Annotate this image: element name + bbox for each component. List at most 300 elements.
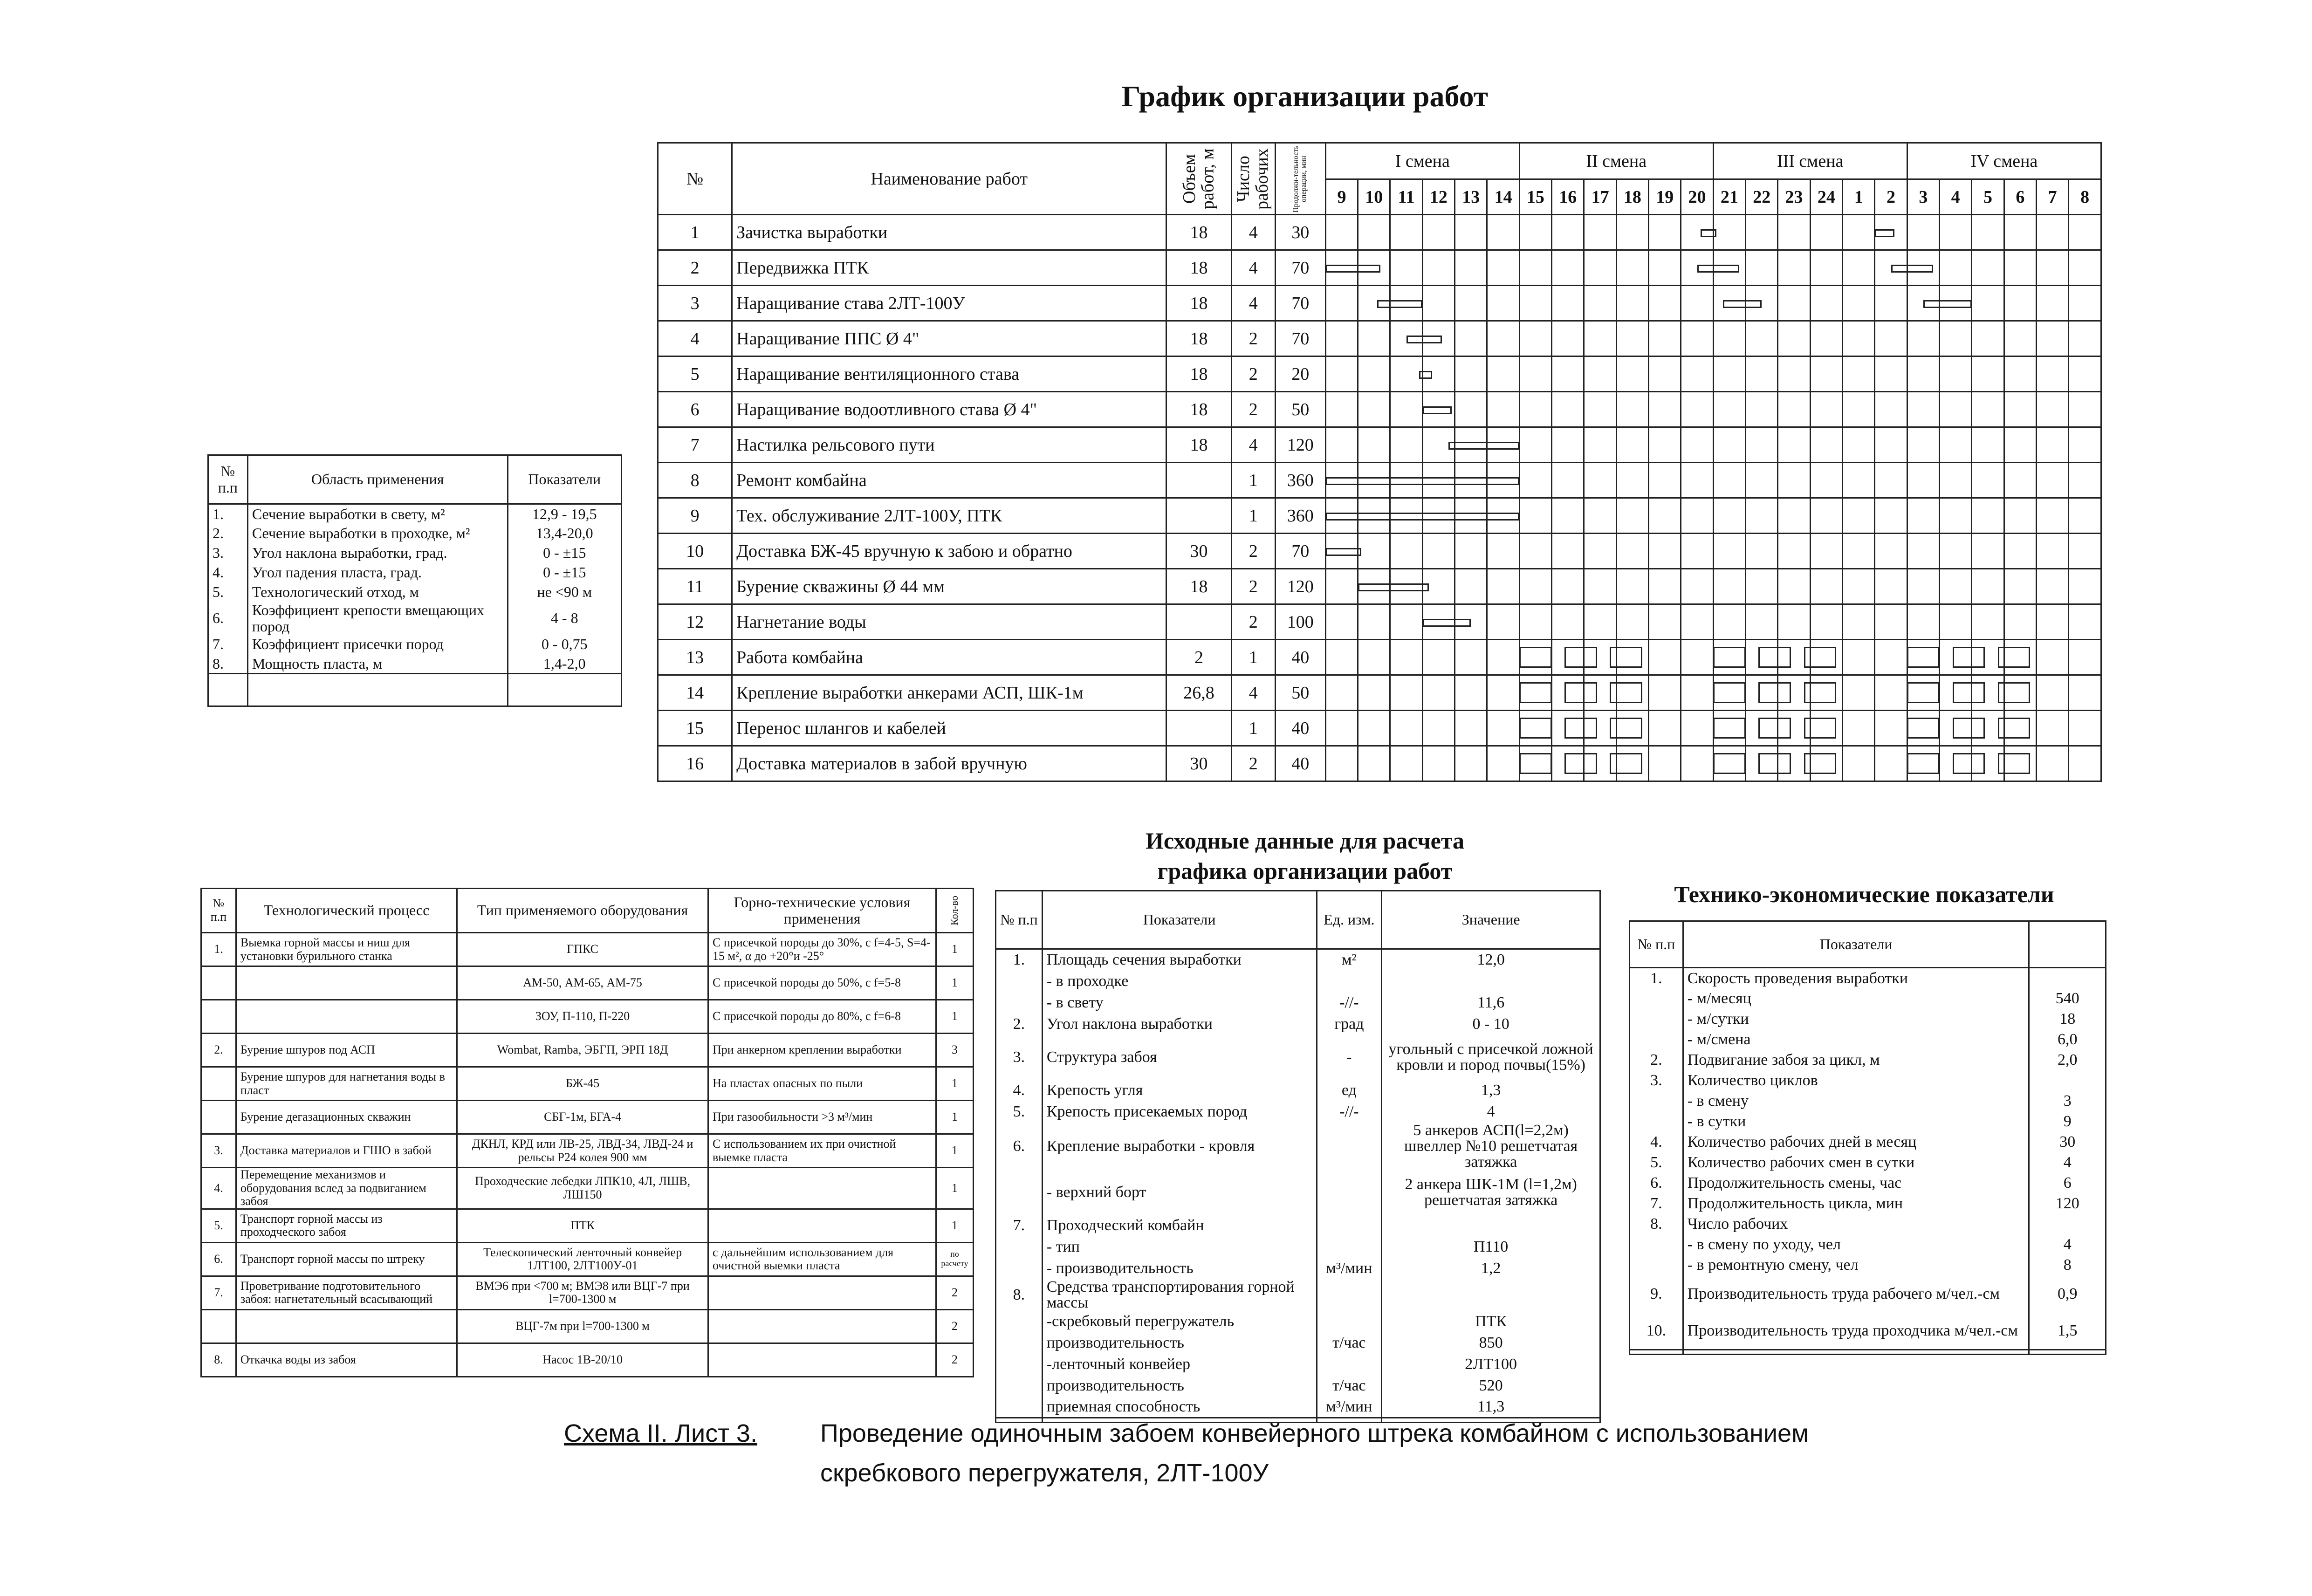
schedule-bar: [1723, 300, 1762, 308]
gantt-cell: [1422, 534, 1454, 569]
process-row-conditions: При газообильности >3 м³/мин: [708, 1101, 936, 1134]
schedule-bar: [1377, 300, 1422, 308]
gantt-row: [658, 711, 2101, 746]
process-row-qty: 1: [936, 1168, 973, 1209]
gantt-cell: [2069, 534, 2101, 569]
gantt-cell: [1940, 356, 1972, 392]
gantt-row: [658, 675, 2101, 711]
tech-row: [1630, 988, 2106, 1009]
gantt-row-volume: 2: [1166, 640, 1231, 675]
gantt-cell: [1713, 604, 1745, 640]
gantt-row-num: 16: [658, 746, 732, 781]
gantt-cell: [1325, 321, 1358, 356]
hour-label: 22: [1746, 179, 1778, 215]
process-row-process: Проветривание подготовительного забоя: нагнетательный всасывающий: [236, 1276, 457, 1309]
process-row-conditions: [708, 1209, 936, 1242]
gantt-cell: [1455, 321, 1487, 356]
gantt-cell: [1552, 250, 1584, 286]
scope-row-text: Коэффициент присечки пород: [247, 635, 508, 654]
scope-row-value: 12,9 - 19,5: [508, 504, 621, 524]
gantt-cell: [1746, 356, 1778, 392]
gantt-cell: [1649, 711, 1681, 746]
tech-row-param: - в ремонтную смену, чел: [1683, 1255, 2029, 1275]
process-row-process: Доставка материалов и ГШО в забой: [236, 1134, 457, 1168]
gantt-row-workers: 1: [1231, 498, 1275, 534]
gantt-row-volume: 30: [1166, 534, 1231, 569]
process-row: [201, 1101, 974, 1134]
gantt-cell: [1843, 286, 1875, 321]
gantt-cell: [1778, 250, 1810, 286]
tech-fill-cell: [1630, 1350, 1683, 1355]
tech-row: [1630, 1214, 2106, 1234]
gantt-cell: [1584, 215, 1616, 250]
gantt-cell: [1616, 356, 1648, 392]
gantt-row-volume: 18: [1166, 427, 1231, 463]
gantt-cell: [2037, 250, 2069, 286]
gantt-row-num: 10: [658, 534, 732, 569]
tech-col-num: № п.п: [1630, 921, 1683, 968]
process-table: [200, 888, 974, 1377]
gantt-row-volume: 26,8: [1166, 675, 1231, 711]
gantt-row-workers: 4: [1231, 427, 1275, 463]
gantt-cell: [1358, 604, 1390, 640]
gantt-cell: [1907, 604, 1939, 640]
gantt-cell: [1649, 463, 1681, 498]
gantt-cell: [2037, 711, 2069, 746]
process-row-equipment: Wombat, Ramba, ЭБГП, ЭРП 18Д: [457, 1034, 708, 1067]
input-row-num: [996, 1354, 1043, 1375]
scope-row-text: Сечение выработки в проходке, м²: [247, 524, 508, 543]
hour-label: 20: [1681, 179, 1713, 215]
gantt-cell: [2069, 250, 2101, 286]
input-row-num: 4.: [996, 1080, 1043, 1101]
gantt-cell: [2069, 321, 2101, 356]
input-row-value: 2ЛТ100: [1382, 1354, 1600, 1375]
gantt-cell: [2037, 569, 2069, 604]
gantt-cell: [1455, 746, 1487, 781]
gantt-row-num: 11: [658, 569, 732, 604]
gantt-cell: [1875, 498, 1907, 534]
tech-row-value: 3: [2029, 1091, 2106, 1111]
process-row-num: 7.: [201, 1276, 236, 1309]
gantt-row-name: Наращивание ППС Ø 4": [732, 321, 1166, 356]
process-row-process: Откачка воды из забоя: [236, 1343, 457, 1377]
gantt-cell: [1325, 640, 1358, 675]
gantt-cell: [1810, 534, 1842, 569]
gantt-row-name: Работа комбайна: [732, 640, 1166, 675]
scope-col-value: Показатели: [508, 455, 621, 504]
tech-row-value: 0,9: [2029, 1275, 2106, 1313]
gantt-cell: [1422, 215, 1454, 250]
gantt-row: [658, 392, 2101, 427]
process-row-equipment: БЖ-45: [457, 1067, 708, 1101]
gantt-cell: [1940, 534, 1972, 569]
gantt-cell: [1810, 215, 1842, 250]
input-col-unit: Ед. изм.: [1317, 891, 1382, 949]
gantt-cell: [2037, 392, 2069, 427]
gantt-cell: [1584, 356, 1616, 392]
gantt-cell: [1681, 534, 1713, 569]
gantt-cell: [1455, 675, 1487, 711]
gantt-cell: [1519, 356, 1551, 392]
gantt-cell: [1487, 675, 1519, 711]
input-row: [996, 1279, 1600, 1311]
process-row-conditions: На пластах опасных по пыли: [708, 1067, 936, 1101]
tech-row-value: 18: [2029, 1009, 2106, 1029]
process-row: [201, 1168, 974, 1209]
gantt-row-num: 8: [658, 463, 732, 498]
scope-row-num: 6.: [208, 602, 248, 635]
shift-4: IV смена: [1907, 143, 2101, 179]
hour-label: 7: [2037, 179, 2069, 215]
gantt-cell: [1487, 746, 1519, 781]
input-row-value: 11,6: [1382, 992, 1600, 1014]
gantt-cell: [1325, 675, 1358, 711]
input-col-param: Показатели: [1042, 891, 1317, 949]
cycle-bar: [1758, 718, 1791, 739]
gantt-row-name: Наращивание вентиляционного става: [732, 356, 1166, 392]
input-row-param: - в проходке: [1042, 971, 1317, 992]
gantt-row-volume: 18: [1166, 215, 1231, 250]
cycle-bar: [1804, 718, 1836, 739]
tech-row-value: 540: [2029, 988, 2106, 1009]
process-col-num: № п.п: [201, 889, 236, 933]
process-row-process: Транспорт горной массы по штреку: [236, 1242, 457, 1276]
schedule-bar: [1875, 229, 1894, 237]
tech-fill-cell: [1683, 1350, 2029, 1355]
input-row-num: [996, 992, 1043, 1014]
gantt-cell: [1972, 463, 2004, 498]
gantt-cell: [1907, 356, 1939, 392]
cycle-bar: [1519, 753, 1551, 774]
input-row: [996, 971, 1600, 992]
scope-row-value: 0 - ±15: [508, 563, 621, 582]
gantt-cell: [1907, 569, 1939, 604]
tech-row-num: 9.: [1630, 1275, 1683, 1313]
input-row-unit: м³/мин: [1317, 1258, 1382, 1279]
process-row-equipment: ЗОУ, П-110, П-220: [457, 1000, 708, 1034]
input-row: [996, 1258, 1600, 1279]
gantt-row-volume: 18: [1166, 392, 1231, 427]
gantt-row-volume: 18: [1166, 356, 1231, 392]
process-row: [201, 1209, 974, 1242]
gantt-cell: [1746, 392, 1778, 427]
gantt-cell: [1843, 675, 1875, 711]
tech-row-num: 1.: [1630, 968, 1683, 988]
gantt-cell: [1616, 534, 1648, 569]
gantt-cell: [1778, 534, 1810, 569]
gantt-cell: [2069, 640, 2101, 675]
tech-row-num: 2.: [1630, 1050, 1683, 1070]
input-row: [996, 1236, 1600, 1258]
gantt-cell: [1325, 215, 1358, 250]
gantt-cell: [2069, 463, 2101, 498]
gantt-cell: [1810, 250, 1842, 286]
gantt-cell: [2004, 392, 2036, 427]
tech-row-value: 9: [2029, 1111, 2106, 1132]
input-row-param: - производительность: [1042, 1258, 1317, 1279]
gantt-row-workers: 1: [1231, 640, 1275, 675]
gantt-cell: [1875, 711, 1907, 746]
gantt-row: [658, 640, 2101, 675]
tech-row-num: [1630, 1255, 1683, 1275]
gantt-cell: [1390, 711, 1422, 746]
gantt-row-volume: [1166, 604, 1231, 640]
cycle-bar: [1998, 753, 2030, 774]
schedule-bar: [1697, 265, 1739, 273]
input-row-param: Средства транспортирования горной массы: [1042, 1279, 1317, 1311]
schedule-bar: [1406, 336, 1442, 343]
process-row: [201, 1134, 974, 1168]
cycle-bar: [1610, 682, 1642, 704]
gantt-cell: [1875, 392, 1907, 427]
process-row: [201, 1067, 974, 1101]
hour-label: 13: [1455, 179, 1487, 215]
schedule-bar: [1358, 583, 1429, 591]
gantt-row-duration: 20: [1275, 356, 1325, 392]
gantt-row-name: Зачистка выработки: [732, 215, 1166, 250]
gantt-cell: [1810, 392, 1842, 427]
process-row-num: [201, 1067, 236, 1101]
process-row-qty: 1: [936, 1067, 973, 1101]
input-row-num: [996, 1311, 1043, 1332]
gantt-cell: [1778, 463, 1810, 498]
tech-row-num: [1630, 1234, 1683, 1255]
process-row-conditions: С присечкой породы до 30%, с f=4-5, S=4-15 м², α до +20°и -25°: [708, 933, 936, 966]
gantt-cell: [1810, 463, 1842, 498]
scope-col-num: № п.п: [208, 455, 248, 504]
gantt-cell: [1681, 356, 1713, 392]
tech-row-value: 1,5: [2029, 1313, 2106, 1350]
gantt-row-name: Крепление выработки анкерами АСП, ШК-1м: [732, 675, 1166, 711]
gantt-cell: [1358, 675, 1390, 711]
process-row-qty: 1: [936, 966, 973, 1000]
input-row-unit: -: [1317, 1035, 1382, 1080]
process-row-equipment: СБГ-1м, БГА-4: [457, 1101, 708, 1134]
gantt-cell: [1940, 498, 1972, 534]
input-row-value: [1382, 971, 1600, 992]
gantt-cell: [2004, 534, 2036, 569]
process-row-qty: 1: [936, 933, 973, 966]
gantt-row-duration: 40: [1275, 746, 1325, 781]
process-row-qty: 2: [936, 1276, 973, 1309]
gantt-cell: [1390, 250, 1422, 286]
scope-table: [207, 454, 622, 707]
gantt-cell: [1778, 392, 1810, 427]
input-row: [996, 1397, 1600, 1418]
input-row-unit: [1317, 971, 1382, 992]
hour-label: 9: [1325, 179, 1358, 215]
input-row-unit: [1317, 1215, 1382, 1236]
cycle-bar: [1998, 682, 2030, 704]
gantt-cell: [1875, 640, 1907, 675]
gantt-cell: [1681, 604, 1713, 640]
gantt-cell: [1778, 498, 1810, 534]
gantt-cell: [1940, 392, 1972, 427]
cycle-bar: [1953, 647, 1985, 668]
scope-row-text: Угол падения пласта, град.: [247, 563, 508, 582]
gantt-cell: [1358, 392, 1390, 427]
gantt-cell: [1325, 746, 1358, 781]
cycle-bar: [1758, 753, 1791, 774]
input-row-unit: -//-: [1317, 992, 1382, 1014]
hour-label: 15: [1519, 179, 1551, 215]
gantt-cell: [1843, 250, 1875, 286]
process-row-num: [201, 1101, 236, 1134]
gantt-cell: [1455, 286, 1487, 321]
gantt-cell: [1487, 286, 1519, 321]
scope-row-value: 0 - 0,75: [508, 635, 621, 654]
gantt-row-workers: 2: [1231, 534, 1275, 569]
input-row-value: 5 анкеров АСП(l=2,2м) швеллер №10 решетчатая затяжка: [1382, 1123, 1600, 1170]
gantt-cell: [1940, 463, 1972, 498]
gantt-cell: [1390, 746, 1422, 781]
input-row: [996, 1035, 1600, 1080]
gantt-cell: [1390, 392, 1422, 427]
scope-row-value: 0 - ±15: [508, 543, 621, 563]
gantt-cell: [1519, 392, 1551, 427]
gantt-row-num: 4: [658, 321, 732, 356]
gantt-cell: [1649, 427, 1681, 463]
input-row: [996, 1215, 1600, 1236]
gantt-row-volume: [1166, 711, 1231, 746]
gantt-cell: [1422, 286, 1454, 321]
scope-row-text: Угол наклона выработки, град.: [247, 543, 508, 563]
gantt-cell: [1875, 675, 1907, 711]
tech-row-param: - в смену: [1683, 1091, 2029, 1111]
tech-row-num: [1630, 1091, 1683, 1111]
gantt-row-workers: 2: [1231, 356, 1275, 392]
gantt-row-num: 6: [658, 392, 732, 427]
input-row-param: - тип: [1042, 1236, 1317, 1258]
gantt-cell: [1713, 215, 1745, 250]
tech-fill-row: [1630, 1350, 2106, 1355]
gantt-cell: [1907, 463, 1939, 498]
gantt-cell: [1325, 427, 1358, 463]
tech-row: [1630, 968, 2106, 988]
shift-1: I смена: [1325, 143, 1519, 179]
input-row-num: [996, 1258, 1043, 1279]
scope-row: [208, 635, 622, 654]
tech-row-param: Количество рабочих дней в месяц: [1683, 1132, 2029, 1152]
gantt-cell: [1390, 427, 1422, 463]
gantt-row-duration: 40: [1275, 711, 1325, 746]
schedule-bar: [1448, 442, 1520, 450]
scope-row-text: Технологический отход, м: [247, 582, 508, 602]
gantt-cell: [1487, 321, 1519, 356]
gantt-cell: [1487, 640, 1519, 675]
gantt-row-name: Бурение скважины Ø 44 мм: [732, 569, 1166, 604]
gantt-cell: [1843, 498, 1875, 534]
scope-fill-cell: [208, 674, 248, 706]
gantt-cell: [1390, 215, 1422, 250]
process-row-qty: 1: [936, 1209, 973, 1242]
schedule-bar: [1419, 371, 1432, 379]
gantt-cell: [1552, 569, 1584, 604]
gantt-cell: [2004, 215, 2036, 250]
gantt-cell: [1810, 356, 1842, 392]
hour-label: 19: [1649, 179, 1681, 215]
tech-row: [1630, 1050, 2106, 1070]
gantt-row-volume: 18: [1166, 321, 1231, 356]
tech-row: [1630, 1091, 2106, 1111]
gantt-row-num: 9: [658, 498, 732, 534]
process-row-conditions: С присечкой породы до 80%, с f=6-8: [708, 1000, 936, 1034]
tech-row-num: [1630, 988, 1683, 1009]
gantt-row-workers: 1: [1231, 711, 1275, 746]
gantt-cell: [1778, 321, 1810, 356]
input-row-unit: ед: [1317, 1080, 1382, 1101]
gantt-cell: [1649, 250, 1681, 286]
gantt-cell: [1616, 498, 1648, 534]
gantt-row-workers: 2: [1231, 569, 1275, 604]
gantt-cell: [1746, 427, 1778, 463]
hour-label: 18: [1616, 179, 1648, 215]
tech-row-num: 5.: [1630, 1152, 1683, 1173]
tech-row-num: 4.: [1630, 1132, 1683, 1152]
schedule-bar: [1325, 265, 1380, 273]
gantt-cell: [2037, 746, 2069, 781]
gantt-row-duration: 360: [1275, 463, 1325, 498]
scope-row-value: 1,4-2,0: [508, 654, 621, 674]
gantt-col-volume: Объем работ, м: [1166, 143, 1231, 215]
gantt-row-num: 13: [658, 640, 732, 675]
gantt-cell: [2069, 286, 2101, 321]
gantt-cell: [1746, 604, 1778, 640]
gantt-cell: [1455, 534, 1487, 569]
cycle-bar: [1907, 753, 1939, 774]
gantt-cell: [1940, 427, 1972, 463]
cycle-bar: [1907, 682, 1939, 704]
gantt-cell: [2004, 356, 2036, 392]
process-row-num: 8.: [201, 1343, 236, 1377]
input-row-unit: т/час: [1317, 1332, 1382, 1354]
gantt-row-duration: 30: [1275, 215, 1325, 250]
scope-row: [208, 582, 622, 602]
gantt-cell: [1552, 463, 1584, 498]
process-row-qty: 3: [936, 1034, 973, 1067]
gantt-cell: [2004, 569, 2036, 604]
gantt-cell: [1584, 286, 1616, 321]
gantt-cell: [1616, 463, 1648, 498]
process-row-conditions: [708, 1343, 936, 1377]
tech-row-param: Производительность труда рабочего м/чел.-см: [1683, 1275, 2029, 1313]
gantt-cell: [1552, 286, 1584, 321]
tech-row-param: Количество рабочих смен в сутки: [1683, 1152, 2029, 1173]
cycle-bar: [1519, 647, 1551, 668]
gantt-cell: [1649, 215, 1681, 250]
cycle-bar: [1564, 718, 1597, 739]
cycle-bar: [1758, 647, 1791, 668]
gantt-row-num: 5: [658, 356, 732, 392]
gantt-cell: [1907, 321, 1939, 356]
gantt-cell: [2004, 321, 2036, 356]
gantt-cell: [1552, 604, 1584, 640]
process-row-num: 4.: [201, 1168, 236, 1209]
process-row-equipment: ДКНЛ, КРД или ЛВ-25, ЛВД-34, ЛВД-24 и рельсы Р24 колея 900 мм: [457, 1134, 708, 1168]
gantt-cell: [1422, 746, 1454, 781]
cycle-bar: [1610, 718, 1642, 739]
input-row-num: [996, 1397, 1043, 1418]
process-row-equipment: АМ-50, АМ-65, АМ-75: [457, 966, 708, 1000]
scope-row: [208, 504, 622, 524]
input-row-value: 1,3: [1382, 1080, 1600, 1101]
process-row-conditions: С использованием их при очистной выемке пласта: [708, 1134, 936, 1168]
gantt-cell: [1972, 286, 2004, 321]
schedule-bar: [1701, 229, 1717, 237]
gantt-cell: [1972, 604, 2004, 640]
gantt-cell: [1584, 498, 1616, 534]
